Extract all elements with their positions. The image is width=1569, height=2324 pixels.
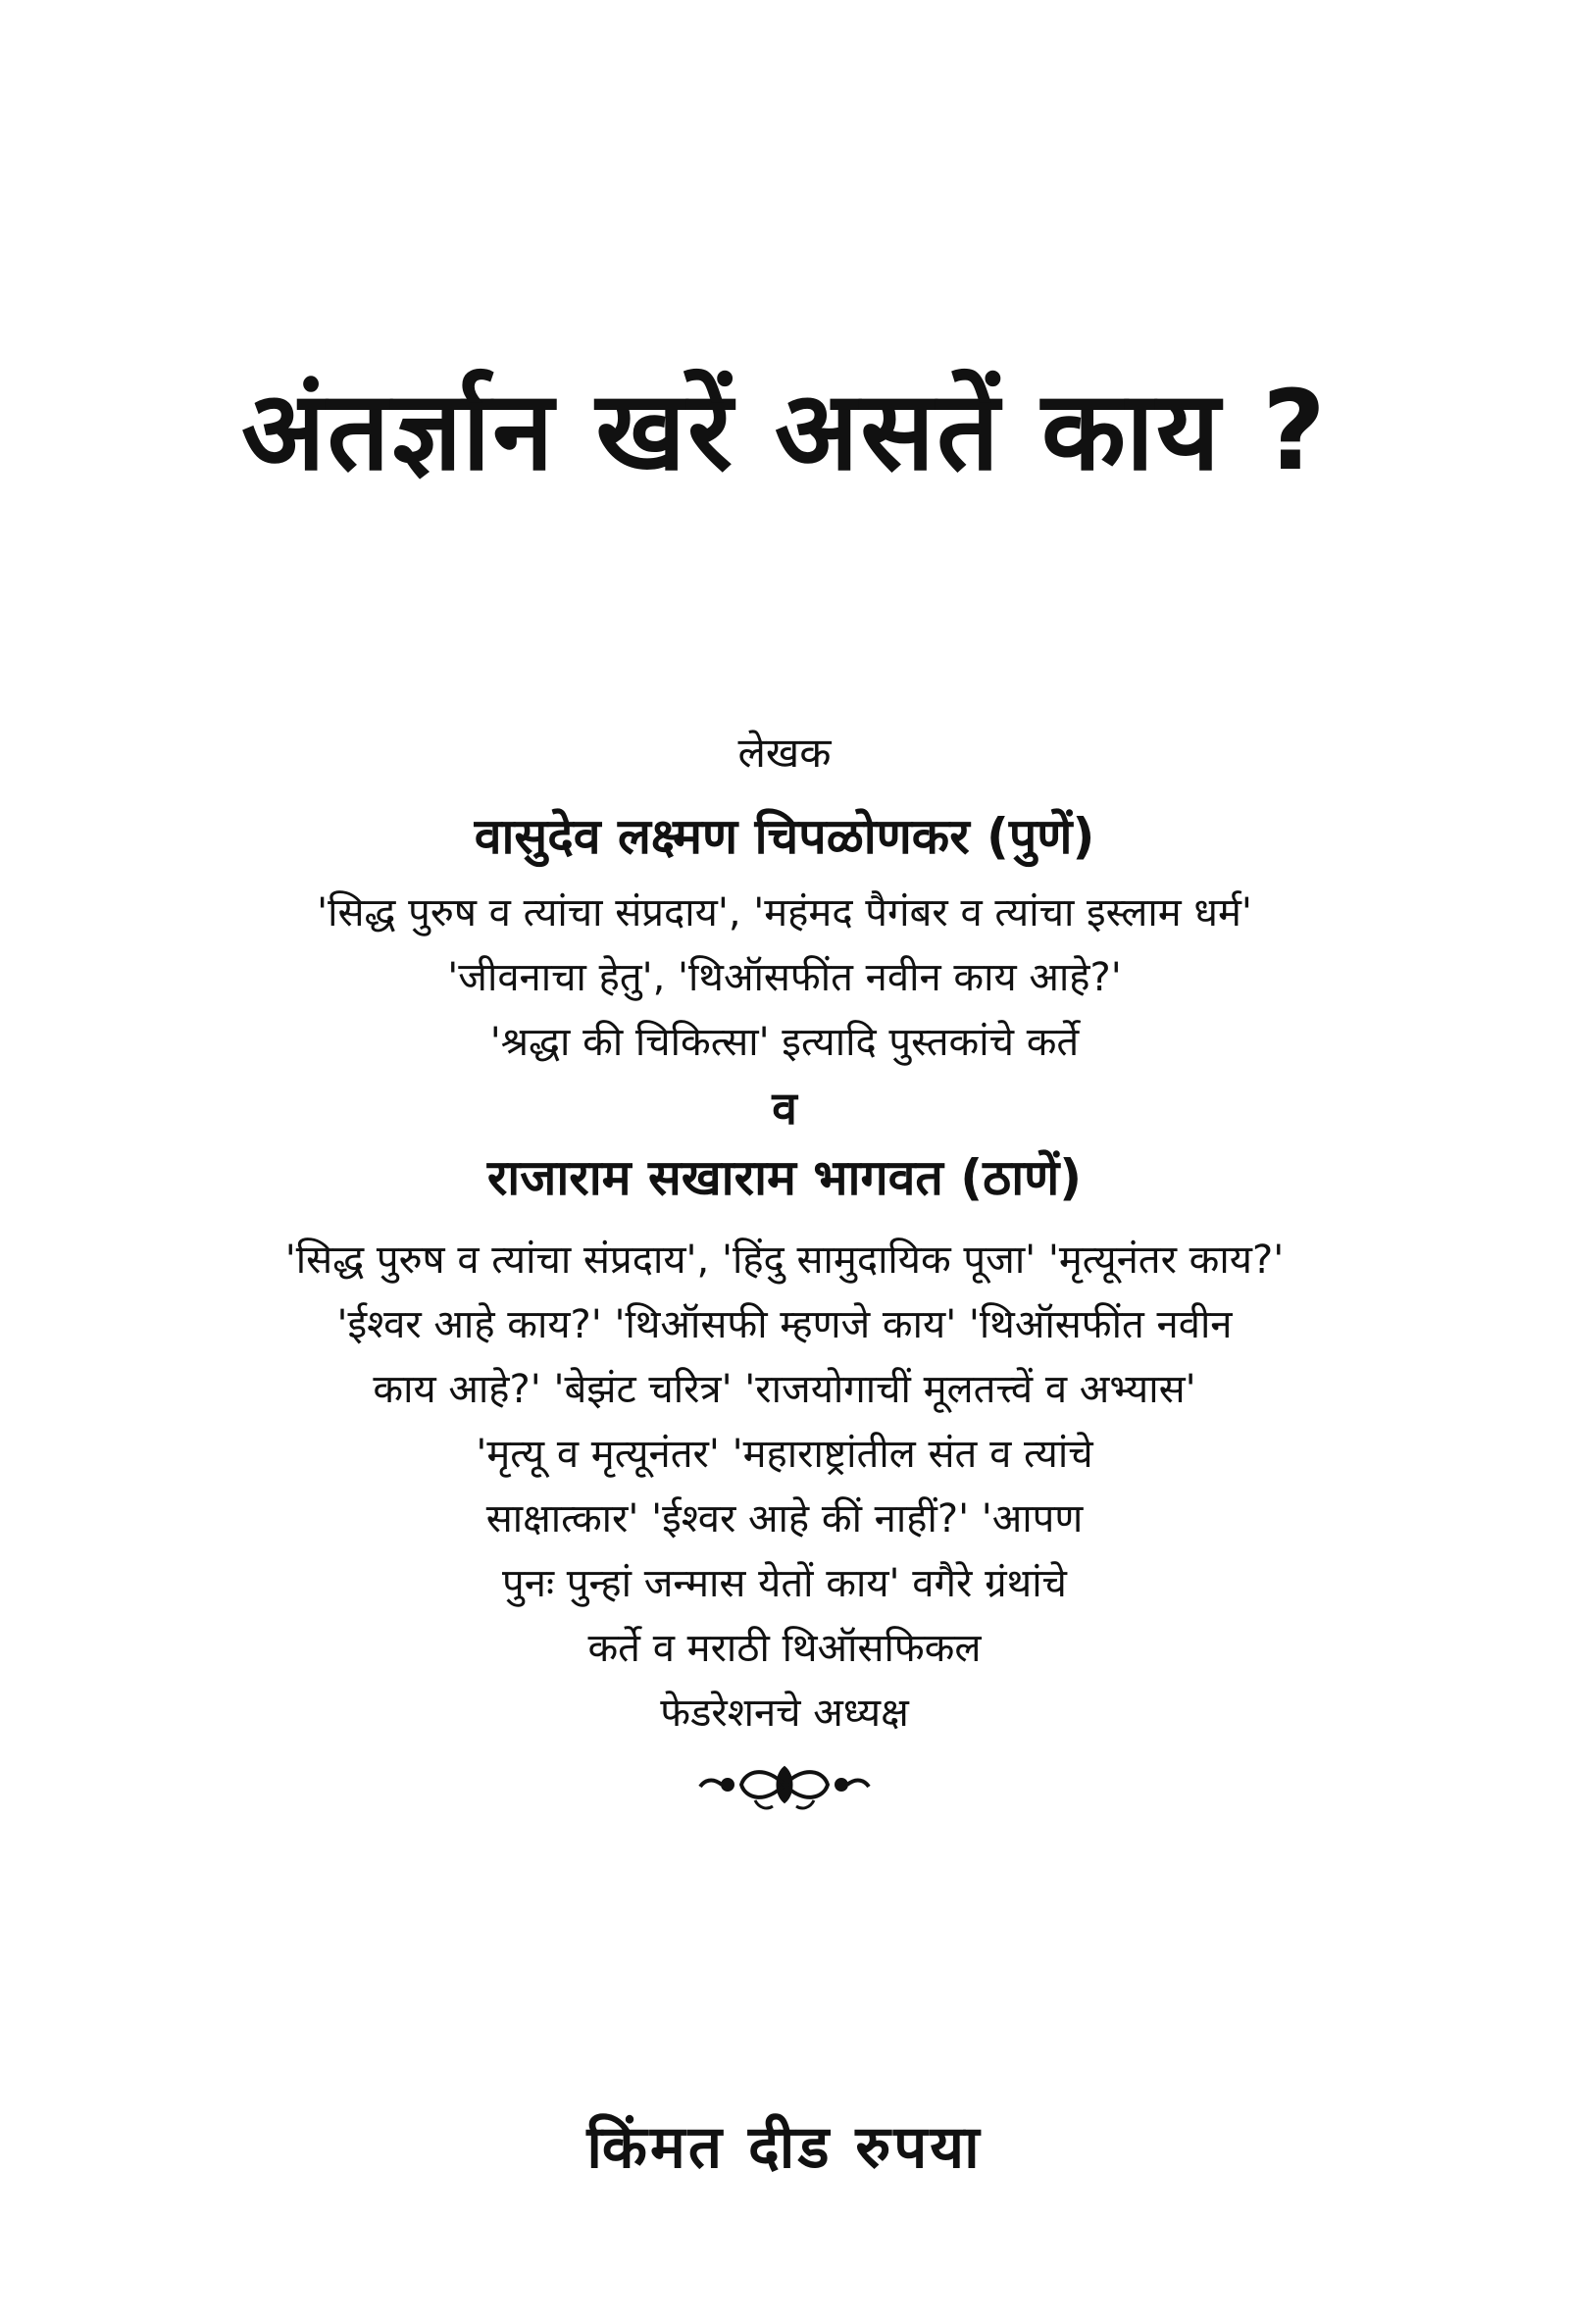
author2-works-line-4: 'मृत्यू व मृत्यूनंतर' 'महाराष्ट्रांतील संत व त्यांचे bbox=[476, 1432, 1093, 1477]
author2-name: राजाराम सखाराम भागवत (ठाणें) bbox=[486, 1149, 1083, 1206]
author1-works-line-1: 'सिद्ध पुरुष व त्यांचा संप्रदाय', 'महंमद पैगंबर व त्यांचा इस्लाम धर्म' bbox=[317, 890, 1252, 935]
book-title: अंतर्ज्ञान खरें असतें काय ? bbox=[241, 368, 1328, 495]
author1-works-line-3: 'श्रद्धा की चिकित्सा' इत्यादि पुस्तकांचे कर्ते bbox=[489, 1020, 1080, 1065]
author2-works-line-8: फेडरेशनचे अध्यक्ष bbox=[660, 1691, 909, 1736]
author2-works-line-1: 'सिद्ध पुरुष व त्यांचा संप्रदाय', 'हिंदु सामुदायिक पूजा' 'मृत्यूनंतर काय?' bbox=[284, 1238, 1285, 1283]
author2-works-line-6: पुनः पुन्हां जन्मास येतों काय' वगैरे ग्रंथांचे bbox=[502, 1561, 1067, 1606]
author2-works-line-7: कर्ते व मराठी थिऑसफिकल bbox=[587, 1626, 982, 1671]
author2-works-line-2: 'ईश्वर आहे काय?' 'थिऑसफी म्हणजे काय' 'थिऑसफींत नवीन bbox=[336, 1302, 1233, 1347]
author-label: लेखक bbox=[737, 729, 832, 777]
conjunction-va: व bbox=[772, 1082, 797, 1135]
author2-works-line-5: साक्षात्कार' 'ईश्वर आहे कीं नाहीं?' 'आपण bbox=[485, 1496, 1084, 1541]
floral-ornament-icon bbox=[0, 1755, 1569, 1814]
author1-name: वासुदेव लक्ष्मण चिपळोणकर (पुणें) bbox=[474, 808, 1095, 865]
author2-works-line-3: काय आहे?' 'बेझंट चरित्र' 'राजयोगाचीं मूलतत्त्वें व अभ्यास' bbox=[373, 1367, 1196, 1412]
price-line: किंमत दीड रुपया bbox=[586, 2113, 983, 2182]
author1-works-line-2: 'जीवनाचा हेतु', 'थिऑसफींत नवीन काय आहे?' bbox=[447, 955, 1122, 1000]
